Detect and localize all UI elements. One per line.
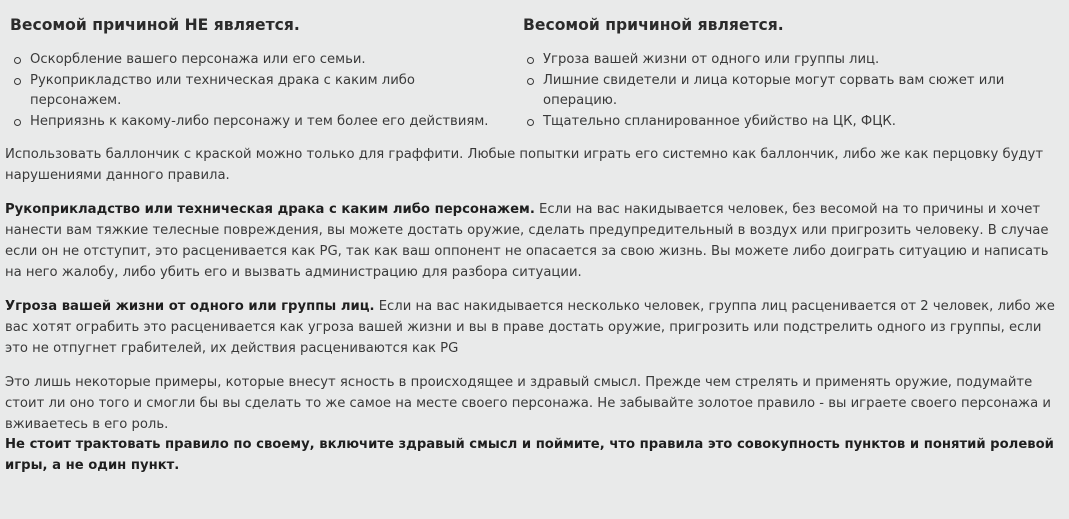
fight-paragraph-text: Если на вас накидывается человек, без весомой на то причины и хочет нанести вам тяжкие телесные повреждения, вы можете достать оружие, сделать предупредительный в воздух или пригрозить человеку. В случае если он не отступит, это расценивается как PG, так как ваш оппонент не опасается за свою жизнь. Вы можете либо доиграть ситуацию и написать на него жалобу, либо убить его и вызвать администрацию для разбора ситуации. [5, 202, 1049, 280]
list-item: Рукоприкладство или техническая драка с каким либо персонажем. [10, 71, 510, 112]
final-note: Не стоит трактовать правило по своему, включите здравый смысл и поймите, что правила это совокупность пунктов и понятий ролевой игры, а не один пункт. [5, 437, 1054, 474]
not-valid-reasons-heading: Весомой причиной НЕ является. [10, 16, 300, 34]
examples-paragraph: Это лишь некоторые примеры, которые внесут ясность в происходящее и здравый смысл. Прежде чем стрелять и применять оружие, подумайте стоит ли оно того и смогли бы вы сделать то же самое на месте своего персонажа. Не забывайте золотое правило - вы играете своего персонажа и вживаетесь в его роль. [5, 375, 1051, 432]
threat-paragraph [5, 297, 1065, 359]
list-item: Оскорбление вашего персонажа или его семьи. [10, 50, 510, 71]
list-item: Лишние свидетели и лица которые могут сорвать вам сюжет или операцию. [523, 71, 1013, 112]
fight-paragraph-title: Рукоприкладство или техническая драка с каким либо персонажем. [5, 202, 535, 218]
not-valid-reasons [10, 14, 510, 133]
valid-reasons-list [523, 50, 1013, 133]
valid-reasons [523, 14, 1013, 133]
spray-can-paragraph: Использовать баллончик с краской можно только для граффити. Любые попытки играть его системно как баллончик, либо же как перцовку будут нарушениями данного правила. [5, 147, 1044, 183]
fight-paragraph [5, 200, 1065, 283]
threat-paragraph-text: Если на вас накидывается несколько человек, группа лиц расценивается от 2 человек, либо же вас хотят ограбить это расценивается как угроза вашей жизни и вы в праве достать оружие, пригрозить или подстрелить одного из группы, если это не отпугнет грабителей, их действия расцениваются как PG [5, 299, 1055, 356]
list-item: Угроза вашей жизни от одного или группы лиц. [523, 50, 1013, 71]
list-item: Тщательно спланированное убийство на ЦК, ФЦК. [523, 112, 1013, 133]
threat-paragraph-title: Угроза вашей жизни от одного или группы лиц. [5, 299, 375, 315]
reasons-columns [5, 0, 1065, 145]
list-item: Неприязнь к какому-либо персонажу и тем более его действиям. [10, 112, 510, 133]
valid-reasons-heading: Весомой причиной является. [523, 16, 784, 34]
not-valid-reasons-list [10, 50, 510, 133]
